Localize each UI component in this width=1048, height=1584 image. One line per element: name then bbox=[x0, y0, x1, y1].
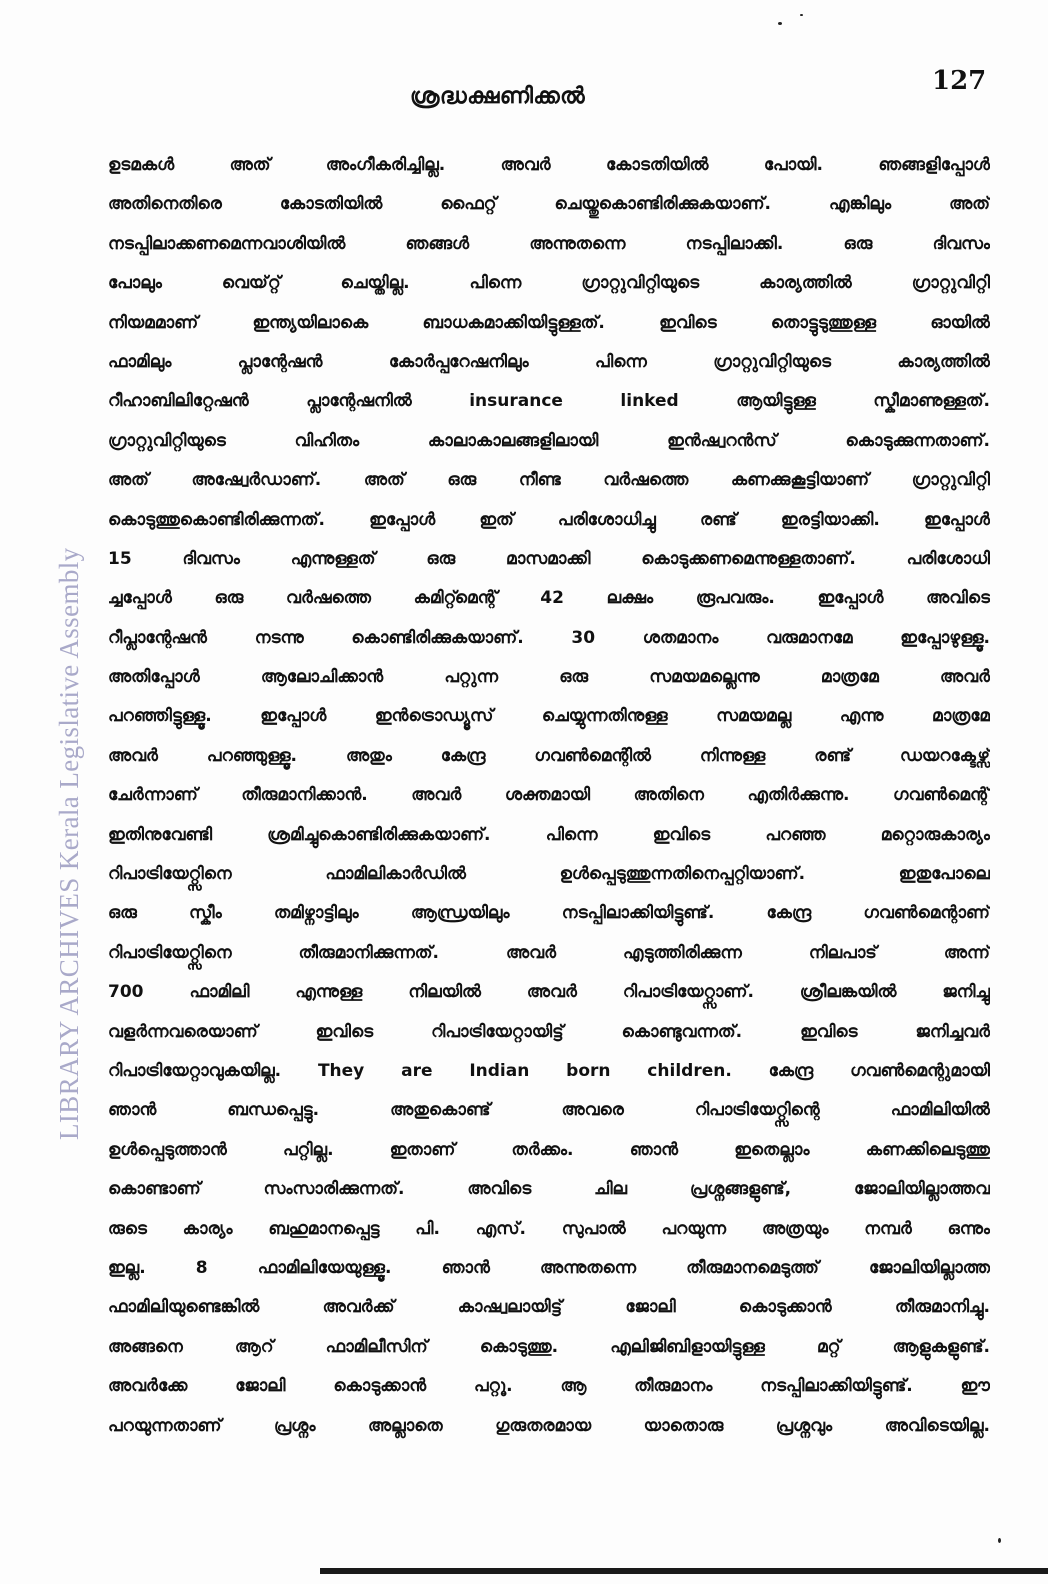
text-line: കൊണ്ടാണ് സംസാരിക്കുന്നത്. അവിടെ ചില പ്രശ്നങ്ങളുണ്ട്, ജോലിയില്ലാത്തവ bbox=[108, 1179, 990, 1200]
text-line: അതിനെതിരെ കോടതിയിൽ ഫൈറ്റ് ചെയ്തുകൊണ്ടിരിക്കുകയാണ്. എങ്കിലും അത് bbox=[108, 194, 990, 215]
archive-watermark: LIBRARY ARCHIVES Kerala Legislative Assembly bbox=[54, 547, 84, 1140]
text-line: റിപാട്രിയേറ്റ്സിനെ ഫാമിലികാർഡിൽ ഉൾപ്പെടുത്തുന്നതിനെപ്പറ്റിയാണ്. ഇതുപോലെ bbox=[108, 864, 990, 885]
text-line: നടപ്പിലാക്കണമെന്നവാശിയിൽ ഞങ്ങൾ അന്നുതന്നെ നടപ്പിലാക്കി. ഒരു ദിവസം bbox=[108, 233, 990, 254]
scan-speck bbox=[778, 22, 782, 25]
text-line: പറഞ്ഞിട്ടുള്ളൂ. ഇപ്പോൾ ഇൻട്രൊഡ്യൂസ് ചെയ്യുന്നതിനുള്ള സമയമല്ല എന്നു മാത്രമേ bbox=[108, 706, 990, 727]
text-line: അത് അഷ്വേർഡാണ്. അത് ഒരു നീണ്ട വർഷത്തെ കണക്കുകൂട്ടിയാണ് ഗ്രാറ്റുവിറ്റി bbox=[108, 470, 990, 491]
text-line: റീപ്ലാന്റേഷൻ നടന്നു കൊണ്ടിരിക്കുകയാണ്. 30 ശതമാനം വരുമാനമേ ഇപ്പോഴുള്ളൂ. bbox=[108, 627, 990, 648]
text-line: ഇതിനുവേണ്ടി ശ്രമിച്ചുകൊണ്ടിരിക്കുകയാണ്. പിന്നെ ഇവിടെ പറഞ്ഞ മറ്റൊരുകാര്യം bbox=[108, 824, 990, 845]
text-line: 700 ഫാമിലി എന്നുള്ള നിലയിൽ അവർ റിപാട്രിയേറ്റ്സാണ്. ശ്രീലങ്കയിൽ ജനിച്ചു bbox=[108, 982, 990, 1003]
text-line: അവർ പറഞ്ഞുള്ളൂ. അതും കേന്ദ്ര ഗവൺമെന്റിൽ നിന്നുള്ള രണ്ട് ഡയറക്ടേഴ്സ് bbox=[108, 745, 990, 766]
text-line: വളർന്നവരെയാണ് ഇവിടെ റിപാട്രിയേറ്റായിട്ട് കൊണ്ടുവന്നത്. ഇവിടെ ജനിച്ചവർ bbox=[108, 1021, 990, 1042]
text-line: ചേർന്നാണ് തീരുമാനിക്കാൻ. അവർ ശക്തമായി അതിനെ എതിർക്കുന്നു. ഗവൺമെന്റ് bbox=[108, 785, 990, 806]
bottom-edge-rule bbox=[320, 1568, 1048, 1574]
text-line: ഫാമിലും പ്ലാന്റേഷൻ കോർപ്പറേഷനിലും പിന്നെ ഗ്രാറ്റുവിറ്റിയുടെ കാര്യത്തിൽ bbox=[108, 351, 990, 372]
page-number: 127 bbox=[932, 66, 987, 96]
text-line: ഇല്ല. 8 ഫാമിലിയേയുള്ളൂ. ഞാൻ അന്നുതന്നെ തീരുമാനമെടുത്ത് ജോലിയില്ലാത്ത bbox=[108, 1257, 990, 1278]
text-line: പോലും വെയ്റ്റ് ചെയ്തില്ല. പിന്നെ ഗ്രാറ്റുവിറ്റിയുടെ കാര്യത്തിൽ ഗ്രാറ്റുവിറ്റി bbox=[108, 273, 990, 294]
text-line: അങ്ങനെ ആറ് ഫാമിലീസിന് കൊടുത്തു. എലിജിബിളായിട്ടുള്ള മറ്റ് ആളുകളുണ്ട്. bbox=[108, 1336, 990, 1357]
text-line: റിപാട്രിയേറ്റാവുകയില്ല. They are Indian born children. കേന്ദ്ര ഗവൺമെന്റുമായി bbox=[108, 1060, 990, 1081]
text-line: നിയമമാണ് ഇന്ത്യയിലാകെ ബാധകമാക്കിയിട്ടുള്ളത്. ഇവിടെ തൊട്ടുടുത്തുള്ള ഓയിൽ bbox=[108, 312, 990, 333]
text-line: 15 ദിവസം എന്നുള്ളത് ഒരു മാസമാക്കി കൊടുക്കണമെന്നുള്ളതാണ്. പരിശോധി bbox=[108, 548, 990, 569]
text-line: രുടെ കാര്യം ബഹുമാനപ്പെട്ട പി. എസ്. സുപാൽ പറയുന്ന അത്രയും നമ്പർ ഒന്നും bbox=[108, 1218, 990, 1239]
body-text bbox=[108, 146, 990, 1446]
text-line: കൊടുത്തുകൊണ്ടിരിക്കുന്നത്. ഇപ്പോൾ ഇത് പരിശോധിച്ചു രണ്ട് ഇരട്ടിയാക്കി. ഇപ്പോൾ bbox=[108, 509, 990, 530]
text-line: റിപാട്രിയേറ്റ്സിനെ തീരുമാനിക്കുന്നത്. അവർ എടുത്തിരിക്കുന്ന നിലപാട് അന്ന് bbox=[108, 942, 990, 963]
text-line: ഉൾപ്പെടുത്താൻ പറ്റില്ല. ഇതാണ് തർക്കം. ഞാൻ ഇതെല്ലാം കണക്കിലെടുത്തു bbox=[108, 1139, 990, 1160]
text-line: ഉടമകൾ അത് അംഗീകരിച്ചില്ല. അവർ കോടതിയിൽ പോയി. ഞങ്ങളിപ്പോൾ bbox=[108, 155, 990, 175]
text-line: ഗ്രാറ്റുവിറ്റിയുടെ വിഹിതം കാലാകാലങ്ങളിലായി ഇൻഷ്വറൻസ് കൊടുക്കുന്നതാണ്. bbox=[108, 430, 990, 451]
text-line: അവർക്കേ ജോലി കൊടുക്കാൻ പറ്റൂ. ആ തീരുമാനം നടപ്പിലാക്കിയിട്ടുണ്ട്. ഈ bbox=[108, 1376, 990, 1397]
text-line: റീഹാബിലിറ്റേഷൻ പ്ലാന്റേഷനിൽ insurance linked ആയിട്ടുള്ള സ്കീമാണുള്ളത്. bbox=[108, 391, 990, 412]
scan-speck bbox=[800, 14, 803, 16]
text-line: ഞാൻ ബന്ധപ്പെട്ടു. അതുകൊണ്ട് അവരെ റിപാട്രിയേറ്റ്സിന്റെ ഫാമിലിയിൽ bbox=[108, 1100, 990, 1121]
running-title: ശ്രദ്ധക്ഷണിക്കൽ bbox=[410, 84, 586, 109]
scan-speck bbox=[998, 1538, 1001, 1543]
text-line: ഫാമിലിയുണ്ടെങ്കിൽ അവർക്ക് കാഷ്വലായിട്ട് ജോലി കൊടുക്കാൻ തീരുമാനിച്ചു. bbox=[108, 1297, 990, 1318]
text-line: അതിപ്പോൾ ആലോചിക്കാൻ പറ്റുന്ന ഒരു സമയമല്ലെന്നു മാത്രമേ അവർ bbox=[108, 667, 990, 688]
text-line: പറയുന്നതാണ് പ്രശ്നം അല്ലാതെ ഗുരുതരമായ യാതൊരു പ്രശ്നവും അവിടെയില്ല. bbox=[108, 1415, 990, 1436]
text-line: ച്ചപ്പോൾ ഒരു വർഷത്തെ കമിറ്റ്മെന്റ് 42 ലക്ഷം രൂപവരും. ഇപ്പോൾ അവിടെ bbox=[108, 588, 990, 609]
text-line: ഒരു സ്കീം തമിഴ്നാട്ടിലും ആന്ധ്രയിലും നടപ്പിലാക്കിയിട്ടുണ്ട്. കേന്ദ്ര ഗവൺമെന്റാണ് bbox=[108, 903, 990, 924]
